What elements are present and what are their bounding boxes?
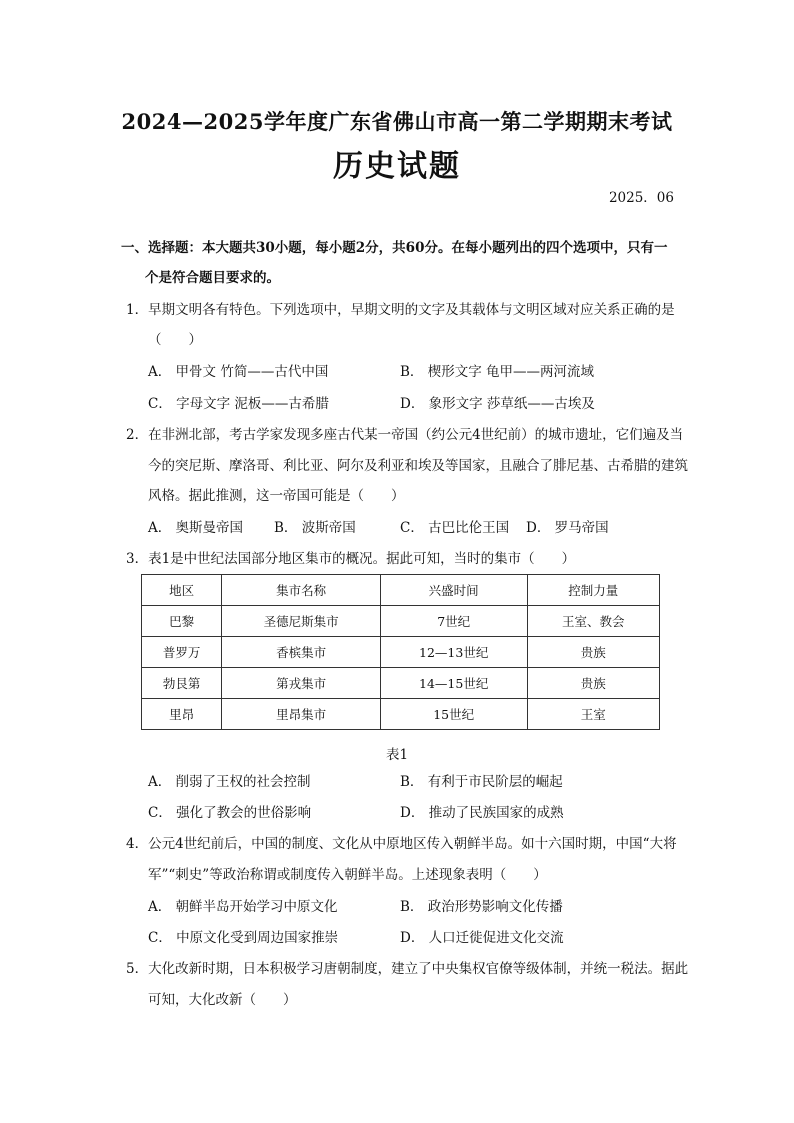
table-cell: 里昂: [142, 699, 222, 730]
table-cell: 王室、教会: [527, 606, 660, 637]
table-row: [142, 699, 660, 730]
question-3-line1: 3．表1是中世纪法国部分地区集市的概况。据此可知，当时的集市（ ）: [126, 551, 576, 567]
table-row: [142, 668, 660, 699]
question-1-option-d: D． 象形文字 莎草纸——古埃及: [400, 396, 595, 412]
question-4-option-d: D． 人口迁徙促进文化交流: [400, 930, 564, 946]
table-row: [142, 637, 660, 668]
question-3-option-a: A． 削弱了王权的社会控制: [148, 774, 311, 790]
question-3-option-d: D． 推动了民族国家的成熟: [400, 805, 564, 821]
table-cell: 12—13世纪: [380, 637, 527, 668]
question-2-option-d: D． 罗马帝国: [526, 520, 609, 536]
table-header-cell: 兴盛时间: [380, 575, 527, 606]
table-cell: 普罗万: [142, 637, 222, 668]
question-2-option-a: A． 奥斯曼帝国: [148, 520, 244, 536]
section-instruction-line2: 个是符合题目要求的。: [145, 270, 280, 286]
table-cell: 14—15世纪: [380, 668, 527, 699]
table-cell: 巴黎: [142, 606, 222, 637]
question-3-option-c: C． 强化了教会的世俗影响: [148, 805, 312, 821]
table-cell: 里昂集市: [222, 699, 381, 730]
question-4-line2: 军”“刺史”等政治称谓或制度传入朝鲜半岛。上述现象表明（ ）: [148, 867, 547, 883]
question-4-option-c: C． 中原文化受到周边国家推崇: [148, 930, 339, 946]
table-row: [142, 606, 660, 637]
table-cell: 第戎集市: [222, 668, 381, 699]
question-4-option-b: B． 政治形势影响文化传播: [400, 899, 563, 915]
table-cell: 香槟集市: [222, 637, 381, 668]
question-5-line1: 5．大化改新时期，日本积极学习唐朝制度，建立了中央集权官僚等级体制，并统一税法。据此: [126, 961, 689, 977]
exam-date: 2025．06: [608, 190, 674, 206]
table-header-cell: 地区: [142, 575, 222, 606]
table-header-cell: 集市名称: [222, 575, 381, 606]
question-1-option-b: B． 楔形文字 龟甲——两河流域: [400, 364, 595, 380]
question-2-line1: 2．在非洲北部，考古学家发现多座古代某一帝国（约公元4世纪前）的城市遗址，它们遍及当: [126, 427, 684, 443]
table-cell: 王室: [527, 699, 660, 730]
section-instruction-line1: 一、选择题：本大题共30小题，每小题2分，共60分。在每小题列出的四个选项中，只有一: [121, 240, 668, 256]
exam-title: 2024—2025学年度广东省佛山市高一第二学期期末考试: [121, 109, 673, 134]
market-table: [141, 574, 660, 730]
question-4-line1: 4．公元4世纪前后，中国的制度、文化从中原地区传入朝鲜半岛。如十六国时期，中国“大将: [126, 836, 677, 852]
table-cell: 贵族: [527, 668, 660, 699]
question-1-option-c: C． 字母文字 泥板——古希腊: [148, 396, 329, 412]
question-4-option-a: A． 朝鲜半岛开始学习中原文化: [148, 899, 338, 915]
subject-title: 历史试题: [333, 149, 461, 184]
question-2-line2: 今的突尼斯、摩洛哥、利比亚、阿尔及利亚和埃及等国家，且融合了腓尼基、古希腊的建筑: [148, 458, 688, 474]
table-cell: 勃艮第: [142, 668, 222, 699]
table-caption: 表1: [385, 747, 409, 763]
table-cell: 15世纪: [380, 699, 527, 730]
table-cell: 圣德尼斯集市: [222, 606, 381, 637]
question-1-option-a: A． 甲骨文 竹简——古代中国: [148, 364, 329, 380]
table-cell: 7世纪: [380, 606, 527, 637]
table-header-row: [142, 575, 660, 606]
question-3-option-b: B． 有利于市民阶层的崛起: [400, 774, 563, 790]
table-cell: 贵族: [527, 637, 660, 668]
question-2-line3: 风格。据此推测，这一帝国可能是（ ）: [148, 488, 405, 504]
question-5-line2: 可知，大化改新（ ）: [148, 992, 297, 1008]
question-2-option-c: C． 古巴比伦王国: [400, 520, 510, 536]
question-1-line1: 1．早期文明各有特色。下列选项中，早期文明的文字及其载体与文明区域对应关系正确的是: [126, 302, 675, 318]
question-2-option-b: B． 波斯帝国: [274, 520, 356, 536]
question-1-line2: （ ）: [148, 332, 202, 348]
table-header-cell: 控制力量: [527, 575, 660, 606]
